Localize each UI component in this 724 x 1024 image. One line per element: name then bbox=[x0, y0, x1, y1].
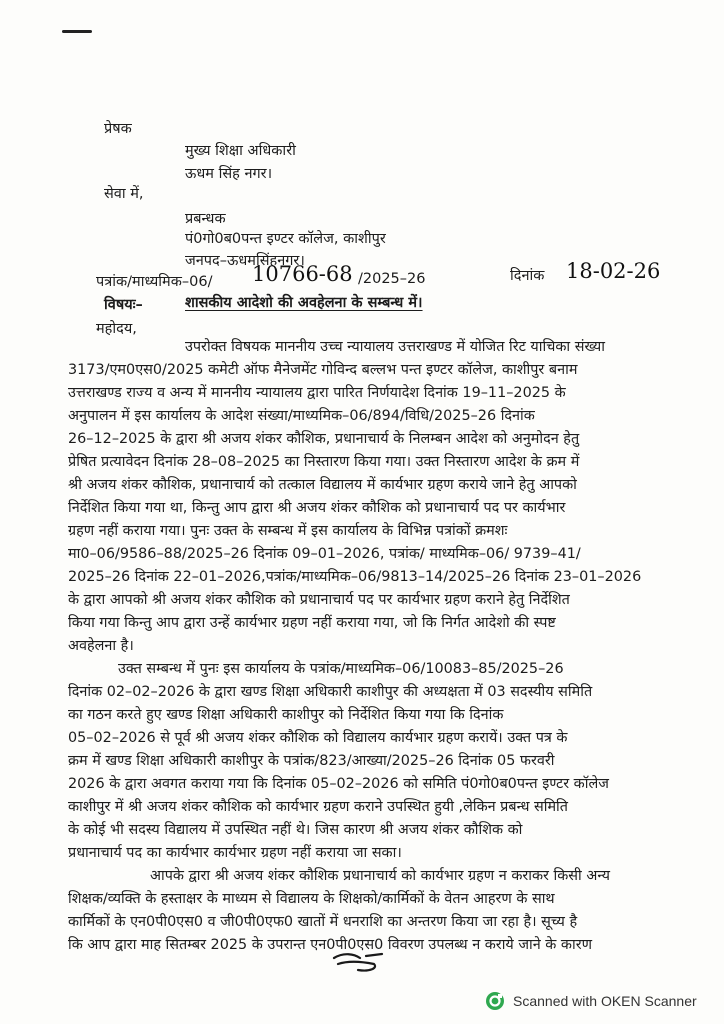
pen-mark bbox=[62, 30, 92, 33]
paragraph-line: कि आप द्वारा माह सितम्बर 2025 के उपरान्त एन0पी0एस0 विवरण उपलब्ध न कराये जाने के कारण bbox=[68, 937, 593, 953]
paragraph-line: के कोई भी सदस्य विद्यालय में उपस्थित नहीं थे। जिस कारण श्री अजय शंकर कौशिक को bbox=[68, 822, 523, 838]
paragraph-line: 3173/एम0एस0/2025 कमेटी ऑफ मैनेजमेंट गोविन्द बल्लभ पन्त इण्टर कॉलेज, काशीपुर बनाम bbox=[68, 362, 578, 378]
paragraph-line: के द्वारा आपको श्री अजय शंकर कौशिक को प्रधानाचार्य पद पर कार्यभार ग्रहण कराने हेतु निर्देशित bbox=[68, 592, 570, 608]
subject-text: शासकीय आदेशो की अवहेलना के सम्बन्ध में। bbox=[185, 295, 423, 311]
paragraph-line: प्रेषित प्रत्यावेदन दिनांक 28–08–2025 का निस्तारण किया गया। उक्त निस्तारण आदेश के क्रम में bbox=[68, 454, 580, 470]
reference-suffix: /2025–26 bbox=[358, 271, 426, 287]
paragraph-line: निर्देशित किया गया था, किन्तु आप द्वारा श्री अजय शंकर कौशिक को प्रधानाचार्य पद पर कार्यभार bbox=[68, 500, 566, 516]
paragraph-line: आपके द्वारा श्री अजय शंकर कौशिक प्रधानाचार्य को कार्यभार ग्रहण न कराकर किसी अन्य bbox=[150, 868, 610, 884]
paragraph-line: किया गया किन्तु आप द्वारा उन्हें कार्यभार ग्रहण नहीं कराया गया, जो कि निर्गत आदेशो की स्पष्ट bbox=[68, 615, 556, 631]
paragraph-line: मा0–06/9586–88/2025–26 दिनांक 09–01–2026, पत्रांक/ माध्यमिक–06/ 9739–41/ bbox=[68, 546, 581, 562]
paragraph-line: 05–02–2026 से पूर्व श्री अजय शंकर कौशिक को विद्यालय कार्यभार ग्रहण करायें। उक्त पत्र के bbox=[68, 730, 568, 746]
paragraph-line: उपरोक्त विषयक माननीय उच्च न्यायालय उत्तराखण्ड में योजित रिट याचिका संख्या bbox=[185, 339, 605, 355]
paragraph-line: 26–12–2025 के द्वारा श्री अजय शंकर कौशिक, प्रधानाचार्य के निलम्बन आदेश को अनुमोदन हेतु bbox=[68, 431, 580, 447]
sender-label: प्रेषक bbox=[104, 121, 132, 137]
paragraph-line: शिक्षक/व्यक्ति के हस्ताक्षर के माध्यम से विद्यालय के शिक्षको/कार्मिकों के वेतन आहरण के साथ bbox=[68, 891, 555, 907]
reference-prefix: पत्रांक/माध्यमिक–06/ bbox=[96, 274, 213, 290]
paragraph-line: क्रम में खण्ड शिक्षा अधिकारी काशीपुर के पत्रांक/823/आख्या/2025–26 दिनांक 05 फरवरी bbox=[68, 753, 555, 769]
salutation: महोदय, bbox=[96, 321, 137, 337]
to-label: सेवा में, bbox=[104, 186, 144, 202]
scanner-watermark bbox=[485, 990, 697, 1012]
paragraph-line: का गठन करते हुए खण्ड शिक्षा अधिकारी काशीपुर को निर्देशित किया गया कि दिनांक bbox=[68, 707, 504, 723]
paragraph-line: प्रधानाचार्य पद का कार्यभार कार्यभार ग्रहण नहीं कराया जा सका। bbox=[68, 845, 402, 861]
paragraph-line: श्री अजय शंकर कौशिक, प्रधानाचार्य को तत्काल विद्यालय में कार्यभार ग्रहण कराये जाने हेतु आपको bbox=[68, 477, 577, 493]
paragraph-line: अनुपालन में इस कार्यालय के आदेश संख्या/माध्यमिक–06/894/विधि/2025–26 दिनांक bbox=[68, 408, 535, 424]
paragraph-line: काशीपुर में श्री अजय शंकर कौशिक को कार्यभार ग्रहण कराने उपस्थित हुयी ,लेकिन प्रबन्ध समिति bbox=[68, 799, 568, 815]
recipient-title: प्रबन्धक bbox=[185, 211, 226, 227]
reference-number-handwritten: 10766-68 bbox=[252, 262, 353, 286]
paragraph-line: उत्तराखण्ड राज्य व अन्य में माननीय न्यायालय द्वारा पारित निर्णयादेश दिनांक 19–11–2025 के bbox=[68, 385, 566, 401]
oken-scanner-logo-icon bbox=[485, 991, 505, 1011]
subject-label: विषयः– bbox=[104, 297, 143, 313]
initials-signature bbox=[330, 950, 390, 976]
paragraph-line: दिनांक 02–02–2026 के द्वारा खण्ड शिक्षा अधिकारी काशीपुर की अध्यक्षता में 03 सदस्यीय समिति bbox=[68, 684, 593, 700]
paragraph-line: उक्त सम्बन्ध में पुनः इस कार्यालय के पत्रांक/माध्यमिक–06/10083–85/2025–26 bbox=[118, 661, 564, 677]
paragraph-line: कार्मिकों के एन0पी0एस0 व जी0पी0एफ0 खातों में धनराशि का अन्तरण किया जा रहा है। सूच्य है bbox=[68, 914, 578, 930]
sender-place: ऊधम सिंह नगर। bbox=[185, 166, 273, 182]
sender-title: मुख्य शिक्षा अधिकारी bbox=[185, 143, 296, 159]
paragraph-line: अवहेलना है। bbox=[68, 638, 134, 654]
paragraph-line: 2025–26 दिनांक 22–01–2026,पत्रांक/माध्यमिक–06/9813–14/2025–26 दिनांक 23–01–2026 bbox=[68, 569, 642, 585]
paragraph-line: ग्रहण नहीं कराया गया। पुनः उक्त के सम्बन्ध में इस कार्यालय के विभिन्न पत्रांकों क्रमशः bbox=[68, 523, 508, 539]
paragraph-line: 2026 के द्वारा अवगत कराया गया कि दिनांक 05–02–2026 को समिति पं0गो0ब0पन्त इण्टर कॉलेज bbox=[68, 776, 609, 792]
date-handwritten: 18-02-26 bbox=[566, 259, 661, 283]
recipient-school: पं0गो0ब0पन्त इण्टर कॉलेज, काशीपुर bbox=[185, 231, 386, 247]
scanner-text: Scanned with OKEN Scanner bbox=[513, 993, 697, 1009]
date-label: दिनांक bbox=[510, 268, 545, 284]
recipient-district: जनपद–ऊधमसिंहनगर। bbox=[185, 253, 305, 269]
